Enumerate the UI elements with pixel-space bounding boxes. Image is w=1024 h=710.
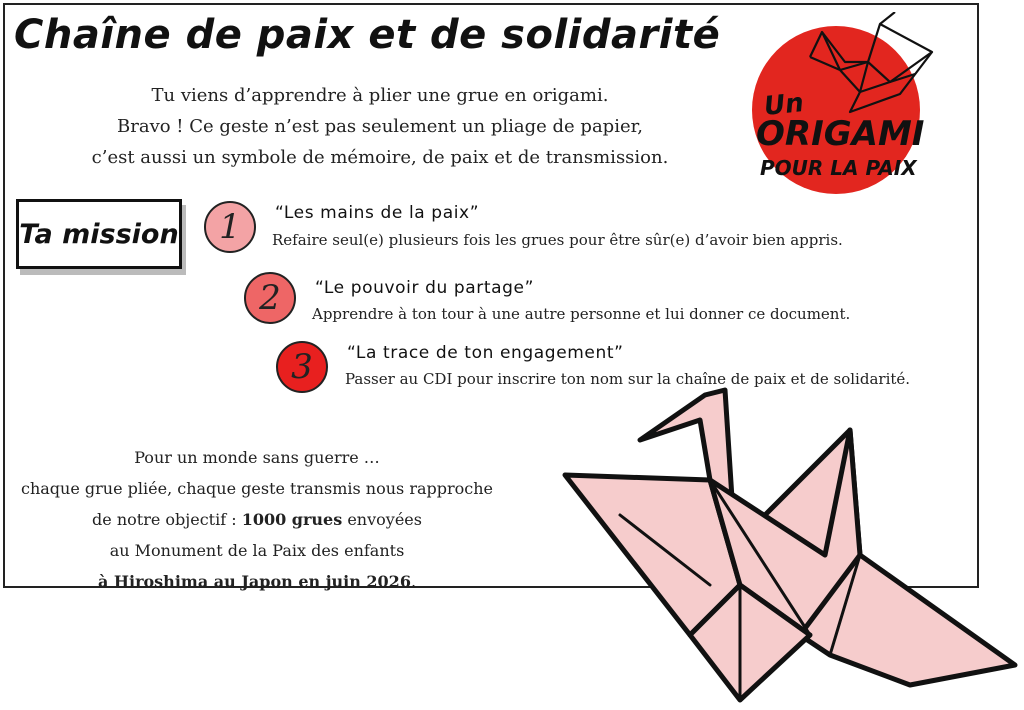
- step-1-title: “Les mains de la paix”: [275, 203, 480, 223]
- step-1-badge: 1: [204, 201, 256, 253]
- origami-peace-logo: [750, 12, 940, 194]
- step-3-description: Passer au CDI pour inscrire ton nom sur la chaîne de paix et de solidarité.: [345, 370, 911, 388]
- intro-text: [80, 80, 680, 173]
- step-3-badge: 3: [276, 341, 328, 393]
- intro-line: Tu viens d’apprendre à plier une grue en origami.: [151, 85, 609, 106]
- closing-objective-post: envoyées: [342, 510, 422, 529]
- intro-line: Bravo ! Ce geste n’est pas seulement un pliage de papier,: [117, 116, 643, 137]
- logo-text-origami: ORIGAMI: [756, 114, 925, 154]
- closing-destination: à Hiroshima au Japon en juin 2026: [97, 572, 411, 591]
- closing-objective-bold: 1000 grues: [241, 510, 343, 529]
- step-2-badge: 2: [244, 272, 296, 324]
- closing-objective-pre: de notre objectif :: [92, 510, 242, 529]
- closing-line: au Monument de la Paix des enfants: [109, 541, 405, 560]
- mission-label: Ta mission: [19, 218, 179, 250]
- step-2-title: “Le pouvoir du partage”: [315, 278, 534, 298]
- page-title: Chaîne de paix et de solidarité: [14, 12, 721, 58]
- step-2-description: Apprendre à ton tour à une autre personne et lui donner ce document.: [312, 305, 851, 323]
- pink-origami-crane: [560, 385, 1020, 705]
- logo-text-pour-la-paix: POUR LA PAIX: [760, 156, 917, 180]
- logo-text-un: Un: [762, 88, 806, 122]
- closing-line: [14, 566, 500, 597]
- step-3-title: “La trace de ton engagement”: [347, 343, 624, 363]
- mission-label-box: [16, 199, 182, 269]
- closing-text: [14, 442, 500, 597]
- closing-line: Pour un monde sans guerre …: [134, 448, 380, 467]
- step-1-description: Refaire seul(e) plusieurs fois les grues pour être sûr(e) d’avoir bien appris.: [272, 231, 843, 249]
- intro-line: c’est aussi un symbole de mémoire, de paix et de transmission.: [91, 147, 669, 168]
- closing-line: [14, 504, 500, 535]
- closing-line: chaque grue pliée, chaque geste transmis nous rapproche: [21, 479, 493, 498]
- origami-crane-icon: [560, 385, 1020, 705]
- closing-period: .: [410, 572, 417, 591]
